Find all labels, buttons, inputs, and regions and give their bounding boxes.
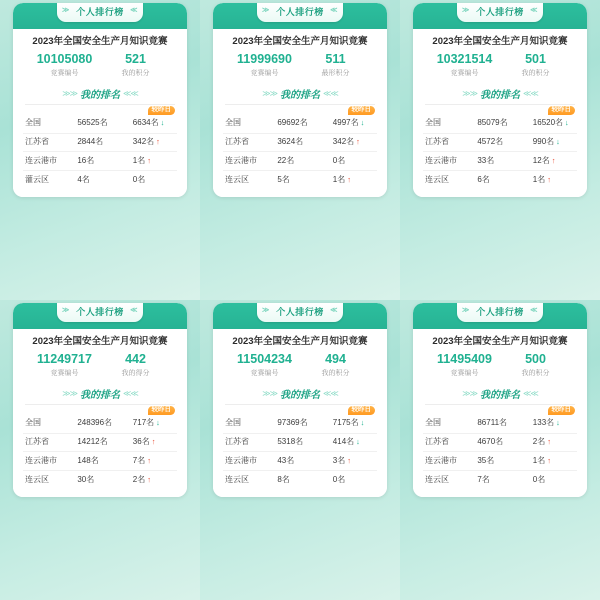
- stat-value: 11999690: [237, 52, 292, 67]
- contest-title: 2023年全国安全生产月知识竞赛: [232, 36, 368, 47]
- my-rank-label: 我的排名: [80, 389, 120, 401]
- ribbon-left-decoration: ≫: [262, 307, 270, 314]
- chevron-right-icon: ≪≪: [123, 88, 138, 98]
- total-count-cell: 30名: [77, 474, 95, 484]
- rank-table: [23, 115, 177, 189]
- delta-down-icon: ↓: [556, 137, 560, 147]
- delta-up-icon: ↑: [156, 137, 160, 147]
- stat-value: 442: [125, 352, 146, 367]
- stat-value: 11504234: [237, 352, 292, 367]
- delta-up-icon: ↑: [147, 455, 151, 465]
- table-row: [223, 152, 377, 171]
- ribbon-label: 个人排行榜: [476, 7, 524, 17]
- stat-value: 500: [525, 352, 546, 367]
- region-cell: 全国: [423, 115, 475, 133]
- stat-label: 我的积分: [321, 370, 350, 378]
- total-count-cell: 14212名: [75, 433, 130, 452]
- my-rank-cell: 3名 ↑: [331, 452, 377, 471]
- ribbon-left-decoration: ≫: [62, 7, 70, 14]
- card-6: [413, 303, 587, 497]
- contest-title: 2023年全国安全生产月知识竞赛: [32, 336, 168, 347]
- table-row: [423, 433, 577, 452]
- total-count-cell: 4670名: [475, 433, 530, 452]
- rank-table: [23, 415, 177, 489]
- ribbon-right-decoration: ≪: [530, 307, 538, 314]
- ribbon-label: 个人排行榜: [276, 307, 324, 317]
- stat-label: 竞赛编号: [450, 370, 479, 378]
- total-count-cell: 33名: [475, 152, 530, 171]
- rank-table: [223, 415, 377, 489]
- my-rank-heading: [423, 386, 577, 401]
- table-row: [23, 415, 177, 433]
- table-row: [423, 152, 577, 171]
- compare-yesterday-badge: 较昨日: [148, 406, 176, 416]
- table-row: [223, 115, 377, 133]
- delta-up-icon: ↑: [151, 437, 156, 447]
- table-row: [23, 171, 177, 189]
- rank-table-wrapper: [423, 405, 577, 489]
- delta-up-icon: ↑: [347, 174, 351, 184]
- card-cell-5: [200, 300, 400, 600]
- my-rank-cell: 0名: [331, 152, 377, 171]
- table-row: [423, 171, 577, 189]
- total-count-cell: 69692名: [275, 115, 330, 133]
- total-count-cell: 16名: [75, 152, 130, 171]
- region-cell: 连云港市: [223, 452, 275, 471]
- total-count-cell: 56525名: [75, 115, 130, 133]
- my-rank-cell: 36名 ↑: [131, 433, 177, 452]
- region-cell: 全国: [223, 415, 275, 433]
- contest-title: 2023年全国安全生产月知识竞赛: [232, 336, 368, 347]
- stat-label: 我的积分: [121, 70, 150, 78]
- my-rank-cell: 0名: [532, 474, 546, 484]
- my-rank-cell: 0名: [132, 174, 146, 184]
- table-row: [423, 115, 577, 133]
- rank-table-wrapper: [423, 105, 577, 189]
- my-rank-cell: 133名 ↓: [531, 415, 577, 433]
- my-rank-cell: 7名 ↑: [131, 452, 177, 471]
- total-count-cell: 43名: [275, 452, 330, 471]
- stat-label: 竞赛编号: [450, 70, 479, 78]
- compare-yesterday-badge: 较昨日: [548, 106, 576, 116]
- table-row: [23, 133, 177, 152]
- stat-block-1: [429, 353, 500, 377]
- card-body: [413, 29, 587, 197]
- stat-label: 竞赛编号: [50, 70, 79, 78]
- my-rank-cell: 4997名 ↓: [331, 115, 377, 133]
- stat-block-2: [100, 353, 171, 377]
- stat-label: 最形积分: [321, 70, 350, 78]
- region-cell: 连云港市: [23, 152, 75, 171]
- my-rank-label: 我的排名: [480, 389, 520, 401]
- personal-ranking-ribbon: [257, 3, 343, 22]
- total-count-cell: 4名: [77, 174, 90, 184]
- ribbon-label: 个人排行榜: [476, 307, 524, 317]
- personal-ranking-ribbon: [57, 303, 143, 322]
- ribbon-right-decoration: ≪: [330, 307, 338, 314]
- rank-table: [223, 115, 377, 189]
- table-row: [223, 433, 377, 452]
- card-body: [213, 29, 387, 197]
- personal-ranking-ribbon: [457, 3, 543, 22]
- card-cell-3: [400, 0, 600, 300]
- stat-block-1: [29, 53, 100, 77]
- card-header-bar: [213, 303, 387, 329]
- region-cell: 连云区: [225, 174, 249, 184]
- contest-title: 2023年全国安全生产月知识竞赛: [32, 36, 168, 47]
- contest-title: 2023年全国安全生产月知识竞赛: [432, 336, 568, 347]
- stats-row: [223, 353, 377, 379]
- rank-table-wrapper: [23, 405, 177, 489]
- table-row: [23, 433, 177, 452]
- stat-value: 10105080: [36, 52, 93, 67]
- my-rank-label: 我的排名: [80, 89, 120, 101]
- total-count-cell: 85079名: [475, 115, 530, 133]
- stat-label: 竞赛编号: [250, 70, 279, 78]
- region-cell: 连云港市: [423, 152, 475, 171]
- region-cell: 江苏省: [23, 433, 75, 452]
- delta-down-icon: ↓: [565, 118, 569, 128]
- my-rank-heading: [423, 86, 577, 101]
- stat-block-2: [300, 353, 371, 377]
- my-rank-heading: [23, 386, 177, 401]
- card-cell-2: [200, 0, 400, 300]
- table-row: [223, 415, 377, 433]
- card-1: [13, 3, 187, 197]
- region-cell: 连云港市: [223, 152, 275, 171]
- region-cell: 全国: [23, 415, 75, 433]
- table-row: [23, 152, 177, 171]
- personal-ranking-ribbon: [457, 303, 543, 322]
- ribbon-left-decoration: ≫: [262, 7, 270, 14]
- card-3: [413, 3, 587, 197]
- ribbon-label: 个人排行榜: [276, 7, 324, 17]
- stat-block-2: [500, 53, 571, 77]
- chevron-right-icon: ≪≪: [323, 388, 338, 398]
- region-cell: 连云区: [225, 474, 249, 484]
- compare-yesterday-badge: 较昨日: [148, 106, 176, 116]
- region-cell: 江苏省: [423, 133, 475, 152]
- chevron-right-icon: ≪≪: [523, 388, 538, 398]
- stat-label: 我的积分: [521, 370, 550, 378]
- my-rank-cell: 2名 ↑: [132, 474, 151, 484]
- region-cell: 江苏省: [223, 433, 275, 452]
- table-row: [423, 471, 577, 489]
- ribbon-label: 个人排行榜: [76, 7, 124, 17]
- ribbon-left-decoration: ≫: [462, 307, 470, 314]
- table-row: [423, 415, 577, 433]
- ribbon-left-decoration: ≫: [462, 7, 470, 14]
- chevron-right-icon: ≪≪: [123, 388, 138, 398]
- region-cell: 江苏省: [423, 433, 475, 452]
- stat-value: 511: [325, 52, 346, 67]
- total-count-cell: 35名: [475, 452, 530, 471]
- ribbon-right-decoration: ≪: [530, 7, 538, 14]
- rank-table: [423, 115, 577, 189]
- personal-ranking-ribbon: [57, 3, 143, 22]
- card-body: [13, 29, 187, 197]
- total-count-cell: 3624名: [275, 133, 330, 152]
- stat-block-2: [300, 53, 371, 77]
- card-header-bar: [13, 303, 187, 329]
- ribbon-right-decoration: ≪: [330, 7, 338, 14]
- region-cell: 连云港市: [423, 452, 475, 471]
- delta-down-icon: ↓: [360, 118, 365, 128]
- stat-label: 我的积分: [521, 70, 550, 78]
- total-count-cell: 97369名: [275, 415, 330, 433]
- delta-down-icon: ↓: [160, 118, 165, 128]
- region-cell: 连云港市: [23, 452, 75, 471]
- region-cell: 江苏省: [23, 133, 75, 152]
- chevron-left-icon: ≫≫: [262, 388, 277, 398]
- my-rank-heading: [23, 86, 177, 101]
- total-count-cell: 2844名: [75, 133, 130, 152]
- table-row: [23, 471, 177, 489]
- total-count-cell: 22名: [275, 152, 330, 171]
- my-rank-cell: 16520名 ↓: [531, 115, 577, 133]
- delta-up-icon: ↑: [356, 137, 360, 147]
- chevron-right-icon: ≪≪: [523, 88, 538, 98]
- card-header-bar: [213, 3, 387, 29]
- region-cell: 全国: [23, 115, 75, 133]
- stats-row: [423, 353, 577, 379]
- chevron-right-icon: ≪≪: [323, 88, 338, 98]
- rank-table: [423, 415, 577, 489]
- table-row: [423, 133, 577, 152]
- stat-block-1: [229, 353, 300, 377]
- my-rank-label: 我的排名: [280, 389, 320, 401]
- chevron-left-icon: ≫≫: [62, 388, 77, 398]
- total-count-cell: 86711名: [475, 415, 530, 433]
- my-rank-cell: 414名 ↓: [331, 433, 377, 452]
- my-rank-heading: [223, 86, 377, 101]
- my-rank-cell: 990名 ↓: [531, 133, 577, 152]
- delta-down-icon: ↓: [556, 418, 560, 428]
- delta-up-icon: ↑: [547, 174, 551, 184]
- ribbon-label: 个人排行榜: [76, 307, 124, 317]
- stat-value: 501: [525, 52, 546, 67]
- card-cell-4: [0, 300, 200, 600]
- card-4: [13, 303, 187, 497]
- total-count-cell: 4572名: [475, 133, 530, 152]
- delta-up-icon: ↑: [147, 155, 151, 165]
- stat-block-1: [229, 53, 300, 77]
- chevron-left-icon: ≫≫: [462, 388, 477, 398]
- stat-value: 10321514: [436, 52, 493, 67]
- delta-up-icon: ↑: [547, 437, 551, 447]
- my-rank-cell: 7175名 ↓: [331, 415, 377, 433]
- region-cell: 灌云区: [25, 174, 49, 184]
- table-row: [223, 171, 377, 189]
- card-2: [213, 3, 387, 197]
- stat-value: 494: [325, 352, 346, 367]
- personal-ranking-ribbon: [257, 303, 343, 322]
- card-body: [213, 329, 387, 497]
- table-row: [223, 471, 377, 489]
- total-count-cell: 6名: [477, 174, 490, 184]
- stat-block-2: [500, 353, 571, 377]
- stats-row: [23, 353, 177, 379]
- table-row: [223, 133, 377, 152]
- stat-block-1: [29, 353, 100, 377]
- stat-label: 我的得分: [121, 370, 150, 378]
- my-rank-heading: [223, 386, 377, 401]
- delta-down-icon: ↓: [356, 437, 360, 447]
- stat-label: 竞赛编号: [50, 370, 79, 378]
- card-cell-6: [400, 300, 600, 600]
- card-header-bar: [13, 3, 187, 29]
- my-rank-cell: 6634名 ↓: [131, 115, 177, 133]
- stat-label: 竞赛编号: [250, 370, 279, 378]
- region-cell: 全国: [223, 115, 275, 133]
- stat-block-1: [429, 53, 500, 77]
- my-rank-cell: 1名 ↑: [531, 452, 577, 471]
- my-rank-cell: 1名 ↑: [532, 174, 551, 184]
- stat-value: 11495409: [437, 352, 492, 367]
- my-rank-cell: 1名 ↑: [131, 152, 177, 171]
- total-count-cell: 7名: [477, 474, 490, 484]
- card-header-bar: [413, 3, 587, 29]
- total-count-cell: 148名: [75, 452, 130, 471]
- rank-table-wrapper: [223, 105, 377, 189]
- contest-title: 2023年全国安全生产月知识竞赛: [432, 36, 568, 47]
- region-cell: 连云区: [425, 174, 449, 184]
- stat-block-2: [100, 53, 171, 77]
- table-row: [23, 115, 177, 133]
- my-rank-cell: 2名 ↑: [531, 433, 577, 452]
- my-rank-label: 我的排名: [480, 89, 520, 101]
- compare-yesterday-badge: 较昨日: [348, 406, 376, 416]
- chevron-left-icon: ≫≫: [262, 88, 277, 98]
- my-rank-cell: 342名 ↑: [131, 133, 177, 152]
- delta-up-icon: ↑: [147, 474, 151, 484]
- stat-value: 521: [125, 52, 146, 67]
- total-count-cell: 5名: [277, 174, 290, 184]
- table-row: [223, 452, 377, 471]
- region-cell: 连云区: [25, 474, 49, 484]
- total-count-cell: 8名: [277, 474, 290, 484]
- my-rank-cell: 342名 ↑: [331, 133, 377, 152]
- rank-table-wrapper: [23, 105, 177, 189]
- compare-yesterday-badge: 较昨日: [348, 106, 376, 116]
- chevron-left-icon: ≫≫: [62, 88, 77, 98]
- delta-up-icon: ↑: [347, 455, 351, 465]
- delta-up-icon: ↑: [547, 455, 551, 465]
- stat-value: 11249717: [37, 352, 92, 367]
- compare-yesterday-badge: 较昨日: [548, 406, 576, 416]
- my-rank-cell: 0名: [332, 474, 346, 484]
- region-cell: 全国: [423, 415, 475, 433]
- card-body: [413, 329, 587, 497]
- total-count-cell: 248396名: [75, 415, 130, 433]
- delta-down-icon: ↓: [360, 418, 365, 428]
- ribbon-right-decoration: ≪: [130, 307, 138, 314]
- my-rank-cell: 717名 ↓: [131, 415, 177, 433]
- delta-up-icon: ↑: [551, 155, 556, 165]
- rank-table-wrapper: [223, 405, 377, 489]
- card-header-bar: [413, 303, 587, 329]
- my-rank-label: 我的排名: [280, 89, 320, 101]
- stats-row: [223, 53, 377, 79]
- chevron-left-icon: ≫≫: [462, 88, 477, 98]
- table-row: [423, 452, 577, 471]
- my-rank-cell: 1名 ↑: [332, 174, 351, 184]
- card-cell-1: [0, 0, 200, 300]
- card-body: [13, 329, 187, 497]
- card-5: [213, 303, 387, 497]
- stats-row: [23, 53, 177, 79]
- ribbon-left-decoration: ≫: [62, 307, 70, 314]
- my-rank-cell: 12名 ↑: [531, 152, 577, 171]
- total-count-cell: 5318名: [275, 433, 330, 452]
- delta-down-icon: ↓: [156, 418, 160, 428]
- ribbon-right-decoration: ≪: [130, 7, 138, 14]
- region-cell: 连云区: [425, 474, 449, 484]
- stats-row: [423, 53, 577, 79]
- region-cell: 江苏省: [223, 133, 275, 152]
- table-row: [23, 452, 177, 471]
